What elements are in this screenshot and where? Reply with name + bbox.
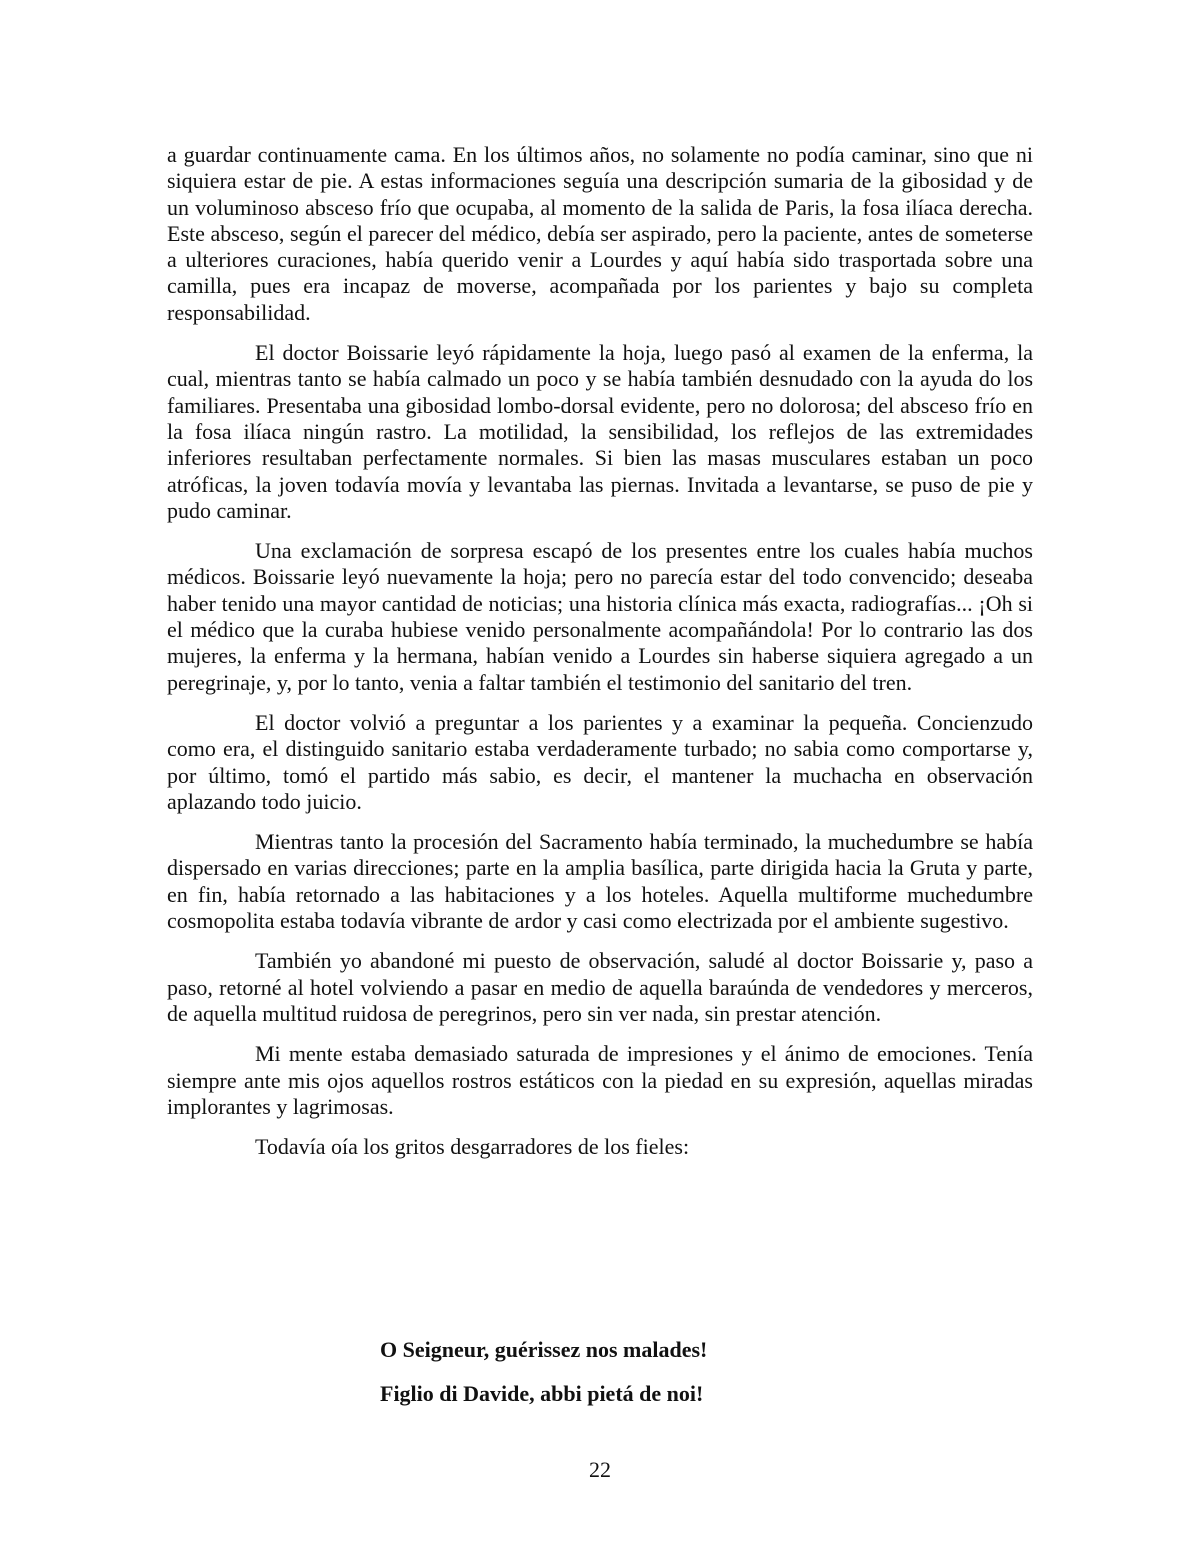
exclamation-block — [380, 1336, 880, 1408]
paragraph-doctor-examination: El doctor Boissarie leyó rápidamente la hoja, luego pasó al examen de la enferma, la cual, mientras tanto se había calmado un poco y se había también desnudado con la ayuda do los familiares. Presentaba una gibosidad lombo-dorsal evidente, pero no dolorosa; del absceso frío en la fosa ilíaca ningún rastro. La motilidad, la sensibilidad, los reflejos de las extremidades inferiores resultaban perfectamente normales. Si bien las masas musculares estaban un poco atróficas, la joven todavía movía y levantaba las piernas. Invitada a levantarse, se puso de pie y pudo caminar. — [167, 340, 1033, 523]
exclamation-italian: Figlio di Davide, abbi pietá de noi! — [380, 1381, 704, 1406]
page-number: 22 — [589, 1457, 611, 1482]
paragraph-exclamation-surprise: Una exclamación de sorpresa escapó de los presentes entre los cuales había muchos médicos. Boissarie leyó nuevamente la hoja; pero no parecía estar del todo convencido; deseaba haber tenido una mayor cantidad de noticias; una historia clínica más exacta, radiografías... ¡Oh si el médico que la curaba hubiese venido personalmente acompañándola! Por lo contrario las dos mujeres, la enferma y la hermana, habían venido a Lourdes sin haberse siquiera agregado a un peregrinaje, y, por lo tanto, venia a faltar también el testimonio del sanitario del tren. — [167, 538, 1033, 695]
page-body — [167, 142, 1033, 1174]
paragraph-doctor-observation: El doctor volvió a preguntar a los parientes y a examinar la pequeña. Concienzudo como era, el distinguido sanitario estaba verdaderamente turbado; no sabia como comportarse y, por último, tomó el partido más sabio, es decir, el mantener la muchacha en observación aplazando todo juicio. — [167, 709, 1033, 814]
exclamation-french: O Seigneur, guérissez nos malades! — [380, 1337, 708, 1362]
paragraph-return-hotel: También yo abandoné mi puesto de observación, saludé al doctor Boissarie y, paso a paso, retorné al hotel volviendo a pasar en medio de aquella baraúnda de vendedores y merceros, de aquella multitud ruidosa de peregrinos, pero sin ver nada, sin prestar atención. — [167, 948, 1033, 1026]
paragraph-impressions: Mi mente estaba demasiado saturada de impresiones y el ánimo de emociones. Tenía siempre ante mis ojos aquellos rostros estáticos con la piedad en su expresión, aquellas miradas implorantes y lagrimosas. — [167, 1041, 1033, 1119]
paragraph-continuation: a guardar continuamente cama. En los últimos años, no solamente no podía caminar, sino que ni siquiera estar de pie. A estas informaciones seguía una descripción sumaria de la gibosidad y de un voluminoso absceso frío que ocupaba, al momento de la salida de Paris, la fosa ilíaca derecha. Este absceso, según el parecer del médico, debía ser aspirado, pero la paciente, antes de someterse a ulteriores curaciones, había querido venir a Lourdes y aquí había sido trasportada sobre una camilla, pues era incapaz de moverse, acompañada por los parientes y bajo su completa responsabilidad. — [167, 142, 1033, 325]
paragraph-cries: Todavía oía los gritos desgarradores de los fieles: — [255, 1134, 690, 1160]
paragraph-procession-ended: Mientras tanto la procesión del Sacramento había terminado, la muchedumbre se había dispersado en varias direcciones; parte en la amplia basílica, parte dirigida hacia la Gruta y parte, en fin, había retornado a las habitaciones y a los hoteles. Aquella multiforme muchedumbre cosmopolita estaba todavía vibrante de ardor y casi como electrizada por el ambiente sugestivo. — [167, 829, 1033, 934]
